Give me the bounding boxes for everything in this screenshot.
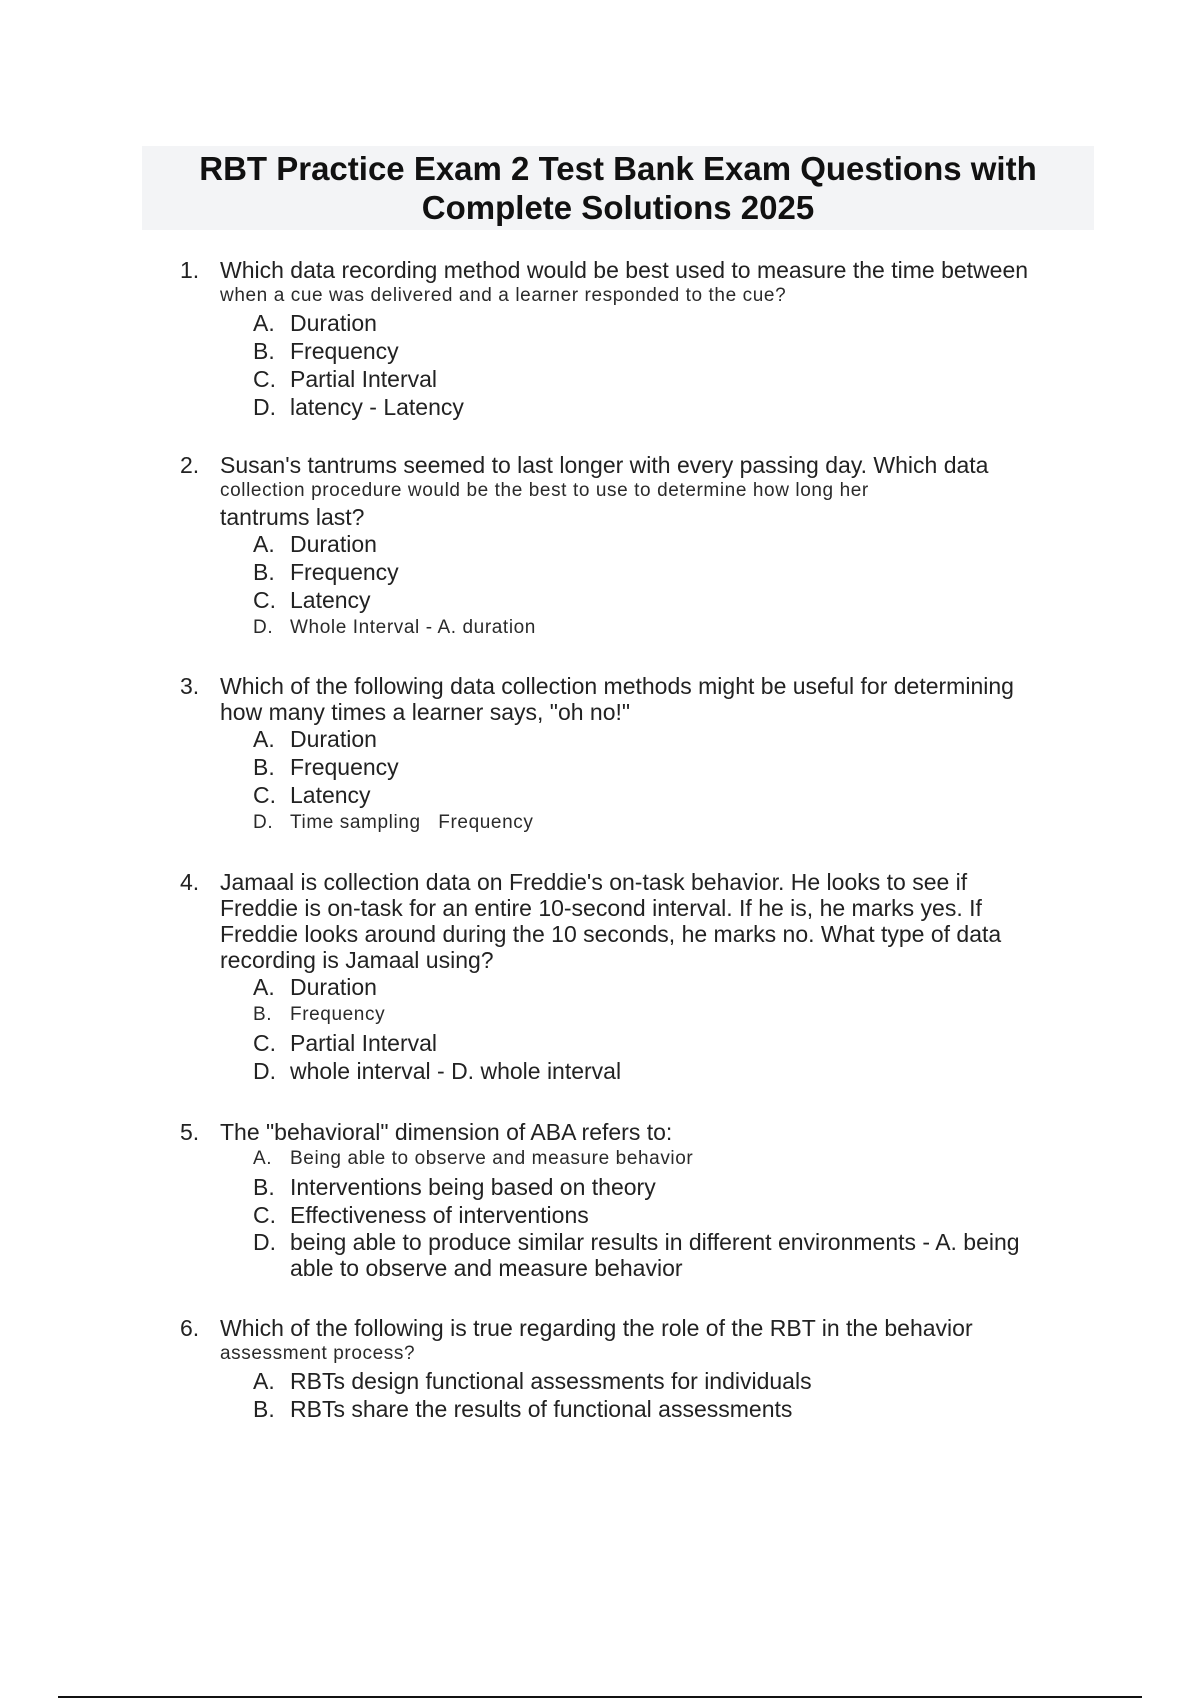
- question-text: Which of the following data collection methods might be useful for determining: [220, 673, 1014, 699]
- option-c: C. Partial Interval: [253, 366, 438, 392]
- option-b: B. Frequency: [253, 754, 399, 780]
- question-text: Jamaal is collection data on Freddie's on-task behavior. He looks to see if Freddie is on-task for an entire 10-second interval. If he is, he marks yes. If Freddie looks around during the 10 seconds, he marks no. What type of data recording is Jamaal using?: [220, 869, 1002, 973]
- question-number: 1.: [180, 257, 200, 283]
- page-title: [142, 149, 1094, 227]
- question-text-cont: when a cue was delivered and a learner responded to the cue?: [220, 285, 787, 306]
- page-title-line-2: Complete Solutions 2025: [421, 189, 815, 226]
- option-a: A. Duration: [253, 531, 377, 557]
- question-4: [180, 869, 1080, 1085]
- option-d: D. whole interval - D. whole interval: [253, 1058, 622, 1084]
- question-number: 2.: [180, 452, 200, 478]
- option-list: [253, 973, 1080, 1085]
- question-number: 6.: [180, 1315, 200, 1341]
- question-number: 5.: [180, 1119, 200, 1145]
- option-c: C. Partial Interval: [253, 1030, 438, 1056]
- option-list: [253, 1145, 1080, 1281]
- page-title-line-1: RBT Practice Exam 2 Test Bank Exam Questions with: [199, 150, 1037, 187]
- question-text: Which data recording method would be best used to measure the time between: [220, 257, 1029, 283]
- option-list: [253, 725, 1080, 837]
- question-text-cont: how many times a learner says, "oh no!": [220, 699, 631, 725]
- question-text: Susan's tantrums seemed to last longer with every passing day. Which data: [220, 452, 989, 478]
- option-c: C. Latency: [253, 587, 371, 613]
- option-c: C. Latency: [253, 782, 371, 808]
- option-a: A. Duration: [253, 726, 377, 752]
- option-b: B. Frequency: [253, 559, 399, 585]
- question-number: 3.: [180, 673, 200, 699]
- option-list: [253, 1367, 1080, 1423]
- option-c: C. Effectiveness of interventions: [253, 1202, 589, 1228]
- option-list: [253, 309, 1080, 421]
- option-a: A. Duration: [253, 974, 377, 1000]
- question-number: 4.: [180, 869, 200, 895]
- option-b: B. RBTs share the results of functional assessments: [253, 1396, 793, 1422]
- option-b: B. Interventions being based on theory: [253, 1174, 656, 1200]
- question-3: [180, 673, 1080, 837]
- question-text: The "behavioral" dimension of ABA refers to:: [220, 1119, 673, 1145]
- option-d: D. being able to produce similar results in different environments - A. being able to observe and measure behavior: [253, 1229, 1020, 1281]
- option-a: A. Being able to observe and measure behavior: [253, 1148, 694, 1169]
- option-b: B. Frequency: [253, 338, 399, 364]
- option-a: A. RBTs design functional assessments for individuals: [253, 1368, 812, 1394]
- question-1: [180, 257, 1080, 421]
- question-2: [180, 452, 1080, 642]
- question-5: [180, 1119, 1080, 1281]
- option-b: B. Frequency: [253, 1004, 386, 1025]
- question-text-cont: assessment process?: [220, 1343, 416, 1364]
- option-d: D. Whole Interval - A. duration: [253, 617, 536, 638]
- question-text-cont-2: tantrums last?: [220, 504, 365, 530]
- option-a: A. Duration: [253, 310, 377, 336]
- question-6: [180, 1315, 1080, 1423]
- footer-rule: [58, 1696, 1142, 1698]
- question-text-cont: collection procedure would be the best to use to determine how long her: [220, 480, 869, 501]
- option-d: D. latency - Latency: [253, 394, 464, 420]
- question-text: Which of the following is true regarding the role of the RBT in the behavior: [220, 1315, 973, 1341]
- option-list: [253, 530, 1080, 642]
- option-d: D. Time sampling Frequency: [253, 812, 534, 833]
